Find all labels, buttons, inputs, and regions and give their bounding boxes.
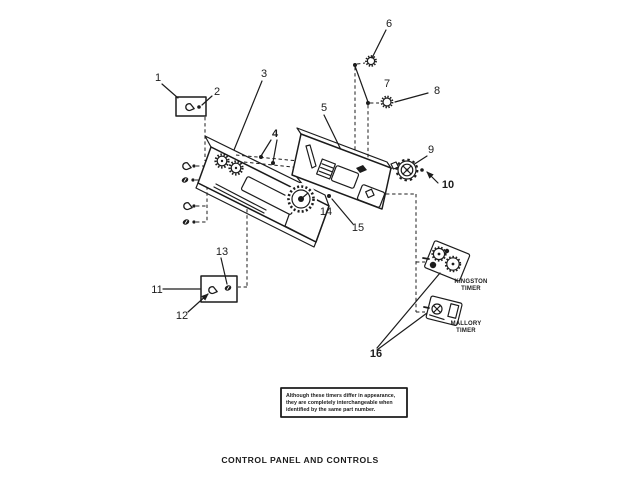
callout-8: 8	[433, 85, 441, 97]
callout-1: 1	[154, 72, 162, 84]
note-line-3: identified by the same part number.	[286, 407, 376, 413]
mallory-label-line1: MALLORY	[450, 321, 482, 327]
callout-11: 11	[151, 284, 163, 296]
clip-icon	[186, 104, 194, 111]
diagram-caption: CONTROL PANEL AND CONTROLS	[221, 455, 379, 465]
callout-7: 7	[383, 78, 391, 90]
callout-9: 9	[427, 144, 435, 156]
note-box	[281, 388, 407, 417]
inset-box-part-1	[176, 97, 206, 116]
callout-2: 2	[213, 86, 221, 98]
screw-icon	[181, 176, 189, 183]
callout-12: 12	[175, 310, 189, 322]
callout-16: 16	[369, 348, 383, 360]
timer-knob	[285, 183, 317, 215]
inset-box-part-11	[201, 276, 237, 302]
note-line-2: they are completely interchangeable when	[286, 400, 393, 406]
screw-icon	[182, 218, 190, 225]
left-fasteners	[181, 163, 192, 226]
note-line-1: Although these timers differ in appearance,	[286, 393, 396, 399]
callout-10: 10	[441, 179, 455, 191]
mallory-timer-label	[451, 321, 482, 334]
callout-3: 3	[260, 68, 268, 80]
callout-14: 14	[319, 206, 333, 218]
knob-part-6	[366, 56, 376, 66]
callout-5: 5	[320, 102, 328, 114]
clip-icon	[209, 287, 217, 294]
callout-13: 13	[215, 246, 229, 258]
screw-icon	[224, 284, 232, 291]
dial-part-9	[391, 160, 418, 181]
kingston-label-line2: TIMER	[461, 286, 481, 292]
kingston-timer-label	[454, 279, 487, 292]
mallory-label-line2: TIMER	[456, 328, 476, 334]
knob-part-8	[382, 97, 393, 108]
kingston-label-line1: KINGSTON	[454, 279, 488, 285]
clip-icon	[183, 163, 191, 170]
callout-4: 4	[271, 128, 279, 140]
kingston-timer	[423, 240, 470, 281]
callout-15: 15	[351, 222, 365, 234]
clip-icon	[184, 203, 192, 210]
callout-6: 6	[385, 18, 393, 30]
